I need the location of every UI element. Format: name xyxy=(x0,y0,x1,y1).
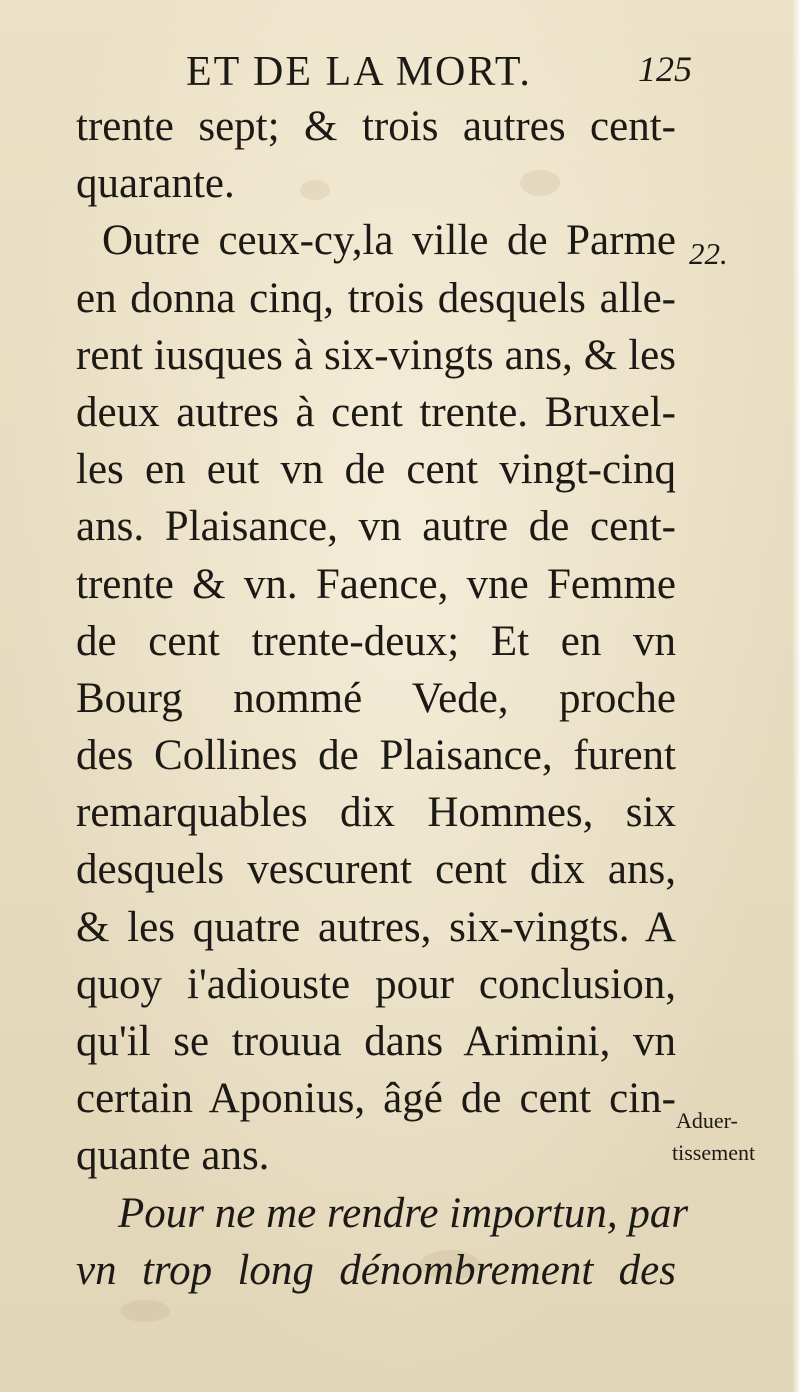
italic-text-line: vn trop long dénombrement des xyxy=(76,1246,676,1294)
body-text xyxy=(76,98,689,1299)
text-line: qu'il se trouua dans Arimini, vn xyxy=(76,1018,676,1065)
page-header xyxy=(186,44,692,100)
margin-gloss: Aduer- xyxy=(676,1108,738,1133)
text-line: Bourg nommé Vede, proche xyxy=(76,674,676,722)
text-line: Outre ceux-cy,la ville de Parme xyxy=(102,217,676,265)
paper-stain xyxy=(120,1300,170,1322)
text-line: de cent trente-deux; Et en vn xyxy=(76,617,676,665)
text-line: les en eut vn de cent vingt-cinq xyxy=(76,446,676,494)
margin-section-number: 22. xyxy=(689,236,728,271)
text-line: desquels vescurent cent dix ans, xyxy=(76,846,676,894)
running-title: ET DE LA MORT. xyxy=(186,49,532,95)
italic-text-line: Pour ne me rendre importun, par xyxy=(118,1189,689,1237)
text-line: trente sept; & trois autres cent- xyxy=(76,103,676,150)
text-line: ans. Plaisance, vn autre de cent- xyxy=(76,503,676,551)
page-edge xyxy=(792,0,800,1392)
text-line: des Collines de Plaisance, furent xyxy=(76,732,676,780)
page-number: 125 xyxy=(638,49,692,89)
text-line: en donna cinq, trois desquels alle- xyxy=(76,274,676,322)
text-line: certain Aponius, âgé de cent cin- xyxy=(76,1075,676,1123)
text-line: quante ans. xyxy=(76,1132,270,1180)
text-line: deux autres à cent trente. Bruxel- xyxy=(76,388,676,436)
text-line: trente & vn. Faence, vne Femme xyxy=(76,560,676,608)
text-line: remarquables dix Hommes, six xyxy=(76,789,676,837)
text-line: & les quatre autres, six-vingts. A xyxy=(76,903,676,951)
text-line: rent iusques à six-vingts ans, & les xyxy=(76,331,676,379)
margin-gloss: tissement xyxy=(672,1140,756,1165)
text-line: quoy i'adiouste pour conclusion, xyxy=(76,960,676,1008)
text-line: quarante. xyxy=(76,160,235,208)
